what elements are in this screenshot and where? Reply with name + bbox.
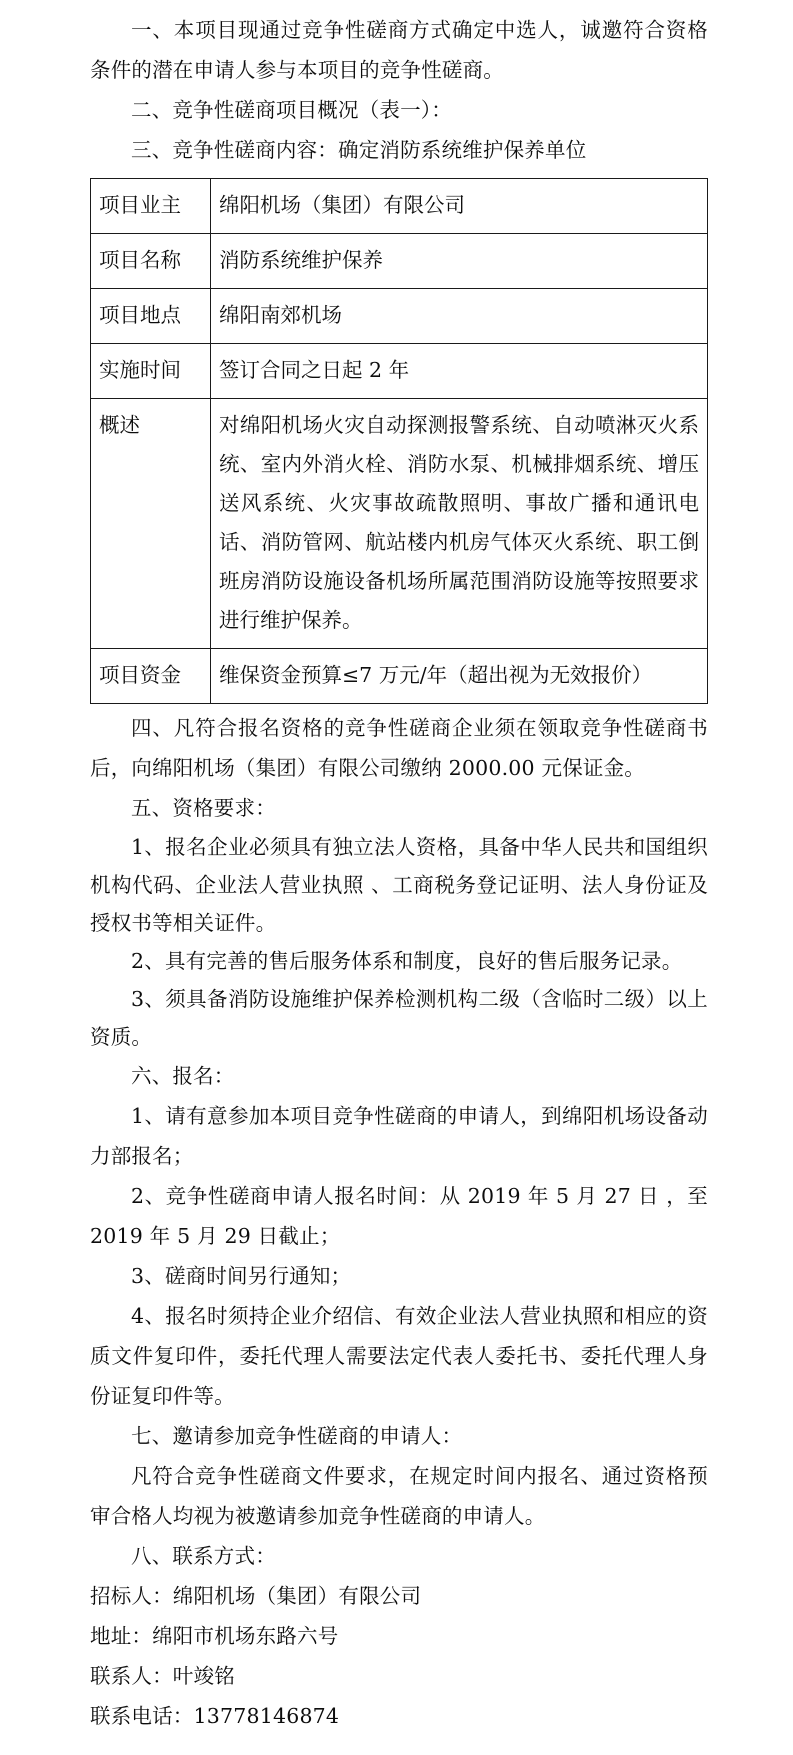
paragraph-item-six-4: 4、报名时须持企业介绍信、有效企业法人营业执照和相应的资质文件复印件，委托代理人需要法定代表人委托书、委托代理人身份证复印件等。 — [90, 1304, 708, 1408]
table-cell-value: 绵阳机场（集团）有限公司 — [211, 179, 708, 234]
table-row — [91, 344, 708, 399]
paragraph-item-five-2: 2、具有完善的售后服务体系和制度，良好的售后服务记录。 — [131, 949, 683, 973]
table-cell-label: 实施时间 — [91, 344, 211, 399]
heading-item-seven: 七、邀请参加竞争性磋商的申请人： — [131, 1424, 463, 1448]
paragraph-item-two: 二、竞争性磋商项目概况（表一）： — [131, 98, 452, 122]
table-cell-value: 对绵阳机场火灾自动探测报警系统、自动喷淋灭火系统、室内外消火栓、消防水泵、机械排烟系统、增压送风系统、火灾事故疏散照明、事故广播和通讯电话、消防管网、航站楼内机房气体灭火系统、职工倒班房消防设施设备机场所属范围消防设施等按照要求进行维护保养。 — [211, 399, 708, 649]
table-cell-label: 项目名称 — [91, 234, 211, 289]
paragraph-item-six-3: 3、磋商时间另行通知； — [131, 1264, 352, 1288]
paragraph-item-seven-body: 凡符合竞争性磋商文件要求，在规定时间内报名、通过资格预审合格人均视为被邀请参加竞争性磋商的申请人。 — [90, 1464, 708, 1528]
project-overview-table — [90, 178, 708, 704]
paragraph-item-six-2: 2、竞争性磋商申请人报名时间：从 2019 年 5 月 27 日 ，至 2019 年 5 月 29 日截止； — [90, 1184, 708, 1248]
paragraph-item-six-1: 1、请有意参加本项目竞争性磋商的申请人，到绵阳机场设备动力部报名； — [90, 1104, 708, 1168]
table-row — [91, 649, 708, 704]
table-row — [91, 399, 708, 649]
table-cell-label: 概述 — [91, 399, 211, 649]
paragraph-item-four: 四、凡符合报名资格的竞争性磋商企业须在领取竞争性磋商书后，向绵阳机场（集团）有限公司缴纳 2000.00 元保证金。 — [90, 716, 708, 780]
table-cell-value: 维保资金预算≤7 万元/年（超出视为无效报价） — [211, 649, 708, 704]
contact-phone: 联系电话：13778146874 — [90, 1704, 340, 1728]
heading-item-five: 五、资格要求： — [131, 796, 276, 820]
heading-item-eight: 八、联系方式： — [131, 1544, 276, 1568]
table-cell-label: 项目地点 — [91, 289, 211, 344]
paragraph-item-five-1: 1、报名企业必须具有独立法人资格，具备中华人民共和国组织机构代码、企业法人营业执照 、工商税务登记证明、法人身份证及授权书等相关证件。 — [90, 835, 708, 935]
table-cell-value: 签订合同之日起 2 年 — [211, 344, 708, 399]
heading-item-six: 六、报名： — [131, 1064, 235, 1088]
table-cell-label: 项目业主 — [91, 179, 211, 234]
table-cell-label: 项目资金 — [91, 649, 211, 704]
contact-tenderer: 招标人：绵阳机场（集团）有限公司 — [90, 1584, 422, 1608]
table-cell-value: 绵阳南郊机场 — [211, 289, 708, 344]
table-row — [91, 179, 708, 234]
contact-address: 地址：绵阳市机场东路六号 — [90, 1624, 339, 1648]
table-cell-value: 消防系统维护保养 — [211, 234, 708, 289]
paragraph-item-five-3: 3、须具备消防设施维护保养检测机构二级（含临时二级）以上资质。 — [90, 987, 708, 1049]
table-row — [91, 289, 708, 344]
table-row — [91, 234, 708, 289]
paragraph-item-one: 一、本项目现通过竞争性磋商方式确定中选人，诚邀符合资格条件的潜在申请人参与本项目的竞争性磋商。 — [90, 18, 708, 82]
contact-person: 联系人：叶竣铭 — [90, 1664, 235, 1688]
paragraph-item-three: 三、竞争性磋商内容：确定消防系统维护保养单位 — [131, 138, 587, 162]
